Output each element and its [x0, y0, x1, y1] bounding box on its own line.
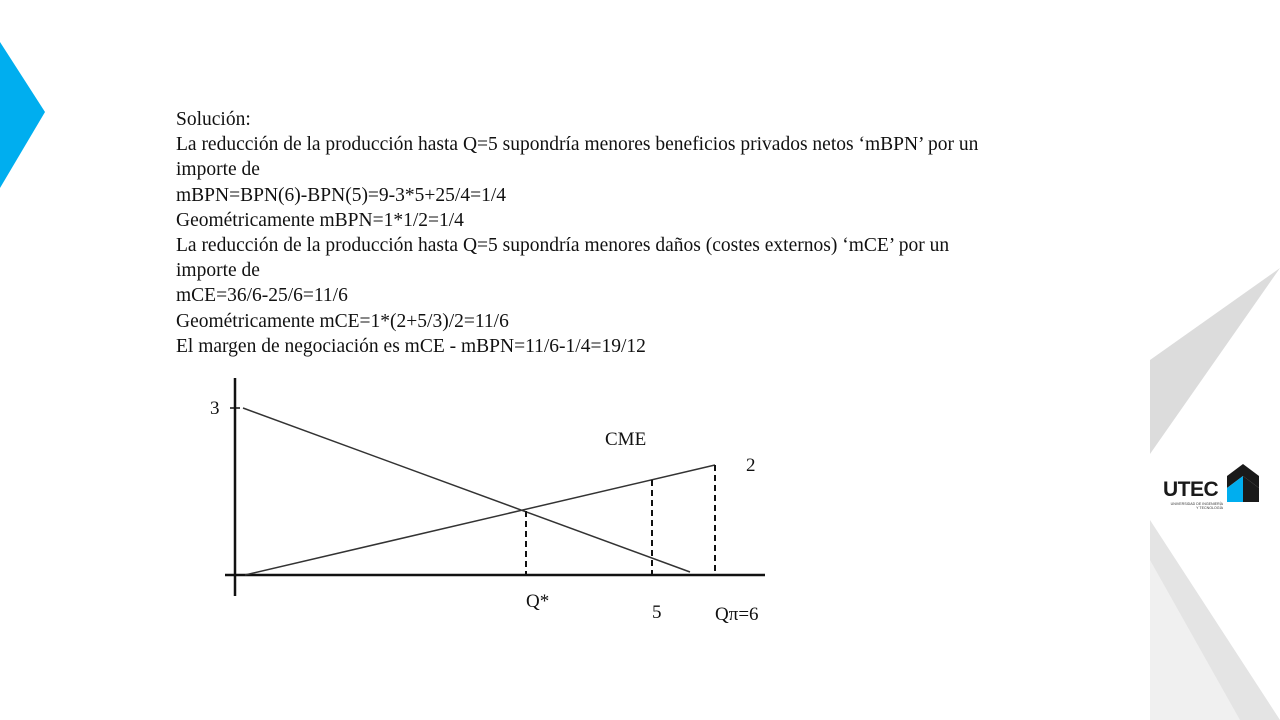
solution-line-8: mCE=36/6-25/6=11/6	[176, 285, 348, 307]
solution-line-6: La reducción de la producción hasta Q=5 supondría menores daños (costes externos) ‘mCE’ por un	[176, 235, 950, 257]
solution-line-4: mBPN=BPN(6)-BPN(5)=9-3*5+25/4=1/4	[176, 184, 507, 206]
utec-logo	[1163, 462, 1263, 510]
logo-subtitle	[1163, 502, 1223, 510]
label-5: 5	[652, 602, 662, 623]
solution-line-5: Geométricamente mBPN=1*1/2=1/4	[176, 209, 464, 231]
solution-line-10: El margen de negociación es mCE - mBPN=11/6-1/4=19/12	[176, 335, 646, 357]
cme-label: CME	[605, 429, 647, 450]
y-label-3: 3	[210, 398, 220, 419]
logo-subtitle-line-1: UNIVERSIDAD DE INGENIERÍA	[1170, 502, 1223, 506]
label-qstar: Q*	[526, 591, 550, 612]
cme-line	[245, 465, 715, 575]
left-accent-chevron	[0, 42, 45, 188]
solution-line-9: Geométricamente mCE=1*(2+5/3)/2=11/6	[176, 310, 509, 332]
solution-line-2: La reducción de la producción hasta Q=5 supondría menores beneficios privados netos ‘mBPN’ por un	[176, 134, 979, 156]
logo-mark-icon	[1225, 462, 1261, 504]
solution-text	[176, 107, 1096, 359]
solution-line-3: importe de	[176, 159, 260, 181]
solution-line-1: Solución:	[176, 109, 251, 130]
right-shade-top	[1150, 268, 1280, 454]
logo-subtitle-line-2: Y TECNOLOGÍA	[1196, 506, 1223, 510]
logo-wordmark: UTEC	[1163, 478, 1219, 501]
label-qpi-6: Qπ=6	[715, 604, 759, 625]
negotiation-graph	[200, 370, 800, 640]
label-2: 2	[746, 455, 756, 476]
solution-line-7: importe de	[176, 260, 260, 282]
graph-canvas	[200, 370, 800, 640]
